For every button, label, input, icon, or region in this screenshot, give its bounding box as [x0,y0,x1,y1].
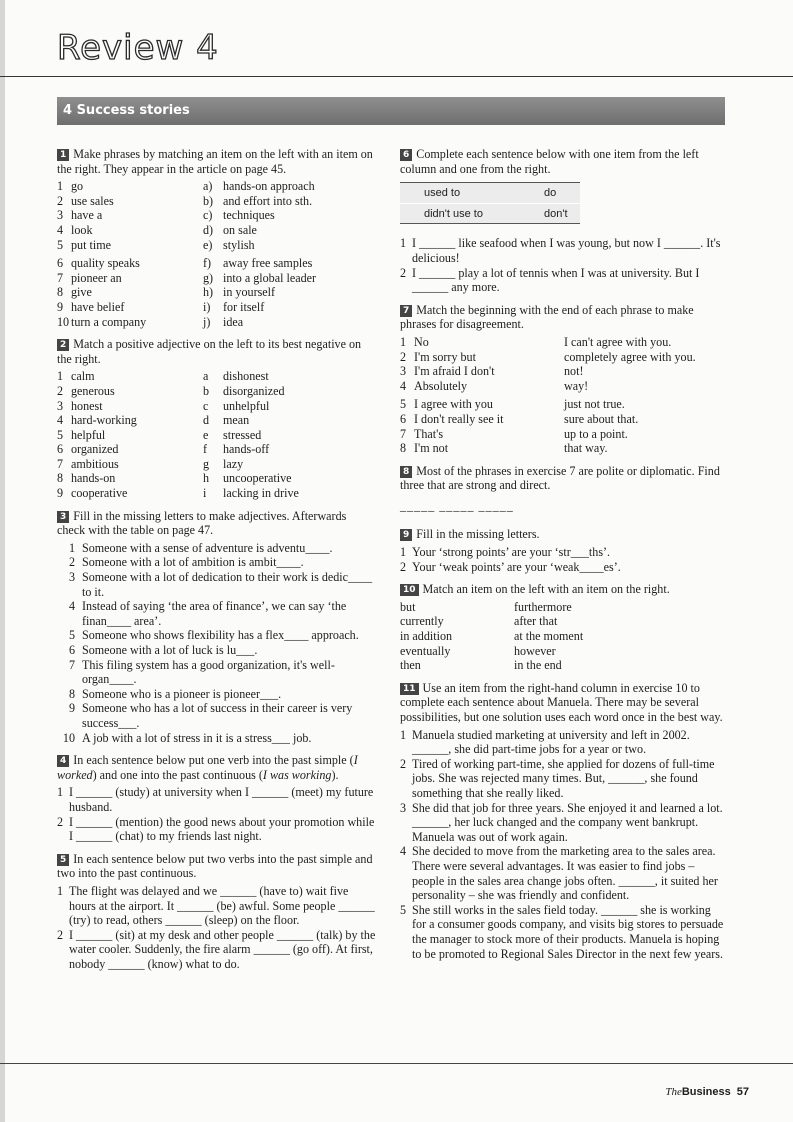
item-number: 6 [57,256,64,271]
footer-brand-prefix: The [665,1086,682,1098]
question-item [57,541,377,556]
page-edge-shadow [0,0,5,1122]
exercise-8 [400,464,725,514]
question-text: Tired of working part-time, she applied for dozens of full-time jobs. She was rejected many times. But, ______, she found something that she really liked. [412,756,715,800]
table-row [400,183,580,203]
option-letter: b) [203,193,214,208]
item-number: 10 [57,314,70,329]
question-number: 2 [400,265,407,280]
right-item: up to a point. [564,426,628,441]
question-number: 2 [57,814,64,829]
exercise-number: 10 [400,584,419,596]
exercise-instruction: Most of the phrases in exercise 7 are polite or diplomatic. Find three that are strong and direct. [400,463,720,493]
question-list [400,236,725,294]
left-item: have a [71,208,103,223]
footer-brand: Business [681,1086,731,1098]
exercise-number: 11 [400,683,419,695]
exercise-number: 9 [400,529,412,541]
left-item: put time [71,237,111,252]
question-text: She still works in the sales field today. ______ she is working for a consumer goods company, and visits big stores to persuade the manager to stock more of their products. Manuela is hoping to be promoted to Regional Sales Director in the next few years. [412,902,724,961]
match-list [400,397,725,455]
left-item: then [400,658,421,673]
question-list [400,728,725,962]
left-item: organized [71,442,119,457]
left-item: in addition [400,629,453,644]
left-item: I'm afraid I don't [414,364,495,379]
question-item [57,658,377,687]
match-row [400,600,725,615]
table-row [400,203,580,224]
option-letter: c [203,398,209,413]
exercise-instruction: Fill in the missing letters. [416,527,540,542]
item-number: 5 [400,397,407,412]
match-row [57,442,377,457]
header-rule [0,76,793,77]
option-letter: a [203,369,209,384]
exercise-10 [400,582,725,673]
right-item: after that [514,614,558,629]
match-list [400,335,725,393]
match-row [57,471,377,486]
question-number: 2 [68,555,75,570]
left-item: No [414,334,429,349]
question-text: A job with a lot of stress in it is a stress___ job. [82,730,312,745]
left-item: generous [71,383,115,398]
item-number: 1 [57,369,64,384]
left-item: go [71,179,84,194]
question-number: 2 [400,756,407,771]
question-item [400,728,725,757]
left-item: currently [400,614,444,629]
exercise-number: 3 [57,511,69,523]
option-letter: i) [203,299,211,314]
left-item: hard-working [71,413,137,428]
right-item: furthermore [514,599,572,614]
match-row [400,427,725,442]
question-number: 9 [68,701,75,716]
exercise-6 [400,147,725,295]
match-row [57,369,377,384]
match-list [400,600,725,673]
right-column [400,147,725,969]
right-item: dishonest [223,369,269,384]
question-number: 2 [57,927,64,942]
option-letter: e) [203,237,213,252]
question-number: 1 [68,540,75,555]
answer-blanks: _____ _____ _____ [400,498,514,513]
question-text: I ______ like seafood when I was young, but now I ______. It's delicious! [412,236,721,265]
right-item: in the end [514,658,562,673]
question-text: I ______ (sit) at my desk and other people ______ (talk) by the water cooler. Suddenly, the fire alarm ______ (go off). At first, nobody ______ (know) what to do. [69,927,376,971]
right-item: disorganized [223,383,285,398]
match-row [400,364,725,379]
question-item [400,801,725,845]
right-item: mean [223,413,250,428]
right-item: hands-on approach [223,179,315,194]
item-number: 3 [57,398,64,413]
option-letter: j) [203,314,211,329]
match-list [57,369,377,500]
question-number: 3 [68,570,75,585]
left-item: I don't really see it [414,411,504,426]
match-row [57,486,377,501]
right-item: that way. [564,441,608,456]
option-letter: a) [203,179,213,194]
question-list [400,545,725,574]
section-title: 4 Success stories [63,103,190,118]
item-number: 7 [57,270,64,285]
question-item [57,555,377,570]
question-item [57,701,377,730]
question-item [400,236,725,265]
match-row [400,658,725,673]
exercise-instruction: Match an item on the left with an item on the right. [422,582,670,597]
question-item [57,884,377,928]
exercise-9 [400,527,725,574]
right-item: in yourself [223,285,276,300]
option-letter: h) [203,285,214,300]
exercise-number: 4 [57,755,69,767]
question-text: She did that job for three years. She enjoyed it and learned a lot. ______, her luck changed and the company went bankrupt. Manuela was out of work again. [412,800,723,844]
option-letter: d [203,413,210,428]
page-number: 57 [736,1086,749,1098]
item-number: 1 [400,334,407,349]
item-number: 1 [57,179,64,194]
left-item: honest [71,398,103,413]
left-item: eventually [400,643,451,658]
question-number: 4 [400,844,407,859]
table-cell: don't [544,207,568,220]
right-item: I can't agree with you. [564,334,672,349]
match-row [57,300,377,315]
left-item: have belief [71,299,125,314]
right-item: lacking in drive [223,486,299,501]
option-letter: b [203,383,210,398]
match-row [57,194,377,209]
question-text: I ______ play a lot of tennis when I was at university. But I ______ any more. [412,265,700,295]
right-item: sure about that. [564,411,639,426]
item-number: 4 [57,222,64,237]
match-list [57,256,377,329]
item-number: 8 [57,285,64,300]
question-item [400,545,725,560]
item-number: 2 [400,349,407,364]
match-row [57,179,377,194]
question-item [57,643,377,658]
question-number: 5 [400,902,407,917]
exercise-instruction: Complete each sentence below with one item from the left column and one from the right. [400,147,699,176]
exercise-number: 5 [57,854,69,866]
question-item [400,903,725,961]
page-title: Review 4 [57,28,219,68]
question-number: 1 [400,236,407,251]
question-text: I ______ (mention) the good news about your promotion while I ______ (chat) to my friends last night. [69,814,375,844]
left-item: I'm not [414,441,449,456]
question-text: I ______ (study) at university when I ______ (meet) my future husband. [69,785,374,814]
exercise-number: 7 [400,305,412,317]
right-item: idea [223,314,244,329]
exercise-instruction: Match the beginning with the end of each phrase to make phrases for disagreement. [400,302,694,332]
table-cell: used to [424,187,461,200]
match-row [57,384,377,399]
left-column [57,147,377,979]
exercise-instruction: Make phrases by matching an item on the left with an item on the right. They appear in the article on page 45. [57,147,373,176]
left-item: cooperative [71,486,128,501]
match-row [400,629,725,644]
left-item: use sales [71,193,114,208]
question-list [57,541,377,745]
question-text: Instead of saying ‘the area of finance’, we can say ‘the finan____ area’. [82,599,347,628]
right-item: hands-off [223,442,270,457]
right-item: not! [564,364,584,379]
match-row [400,644,725,659]
left-item: but [400,599,416,614]
question-text: Manuela studied marketing at university and left in 2002. ______, she did part-time jobs for a year or two. [412,727,690,757]
right-item: completely agree with you. [564,349,696,364]
question-number: 6 [68,643,75,657]
exercise-number: 8 [400,466,412,478]
exercise-instruction: Match a positive adjective on the left to its best negative on the right. [57,337,362,366]
match-row [400,335,725,350]
question-number: 1 [400,727,407,742]
question-item [57,928,377,972]
question-number: 1 [57,785,64,800]
item-number: 3 [400,364,407,379]
match-row [57,457,377,472]
question-item [400,757,725,801]
question-item [57,731,377,746]
question-number: 10 [62,730,75,745]
exercise-7 [400,303,725,456]
right-item: however [514,643,556,658]
match-row [57,223,377,238]
match-row [400,441,725,456]
question-text: Someone who is a pioneer is pioneer___. [82,686,282,701]
exercise-instruction: Fill in the missing letters to make adjectives. Afterwards check with the table on page 47. [57,508,347,538]
question-text: The flight was delayed and we ______ (have to) wait five hours at the airport. It ______ (be) awful. Some people ______ (try) to read, others ______ (sleep) on the floor. [69,883,375,928]
right-item: away free samples [223,256,313,271]
match-row [57,256,377,271]
item-number: 6 [57,442,64,457]
item-number: 7 [400,426,407,441]
question-number: 4 [68,599,75,614]
right-item: unhelpful [223,398,270,413]
table-cell: do [544,187,557,200]
question-text: Someone with a lot of ambition is ambit____. [82,555,304,570]
match-row [57,271,377,286]
option-letter: g) [203,270,214,285]
question-item [57,570,377,599]
item-number: 5 [57,427,64,442]
item-number: 2 [57,193,64,208]
question-list [57,884,377,972]
exercise-instruction: Use an item from the right-hand column in exercise 10 to complete each sentence about Manuela. There may be several possibilities, but one solution uses each word once in the best way. [400,680,723,724]
exercise-2 [57,337,377,501]
left-item: I'm sorry but [414,349,476,364]
item-number: 3 [57,208,64,223]
left-item: turn a company [71,314,147,329]
question-text: This filing system has a good organization, it's well-organ____. [82,657,335,687]
match-row [400,379,725,394]
item-number: 8 [57,471,64,486]
question-text: Your ‘weak points’ are your ‘weak____es’. [412,559,621,574]
exercise-3 [57,509,377,746]
item-number: 6 [400,411,407,426]
exercise-number: 2 [57,339,69,351]
table-cell: didn't use to [424,207,483,220]
option-letter: e [203,427,209,442]
match-row [57,285,377,300]
match-row [400,350,725,365]
match-list [57,179,377,252]
left-item: quality speaks [71,256,140,271]
right-item: uncooperative [223,471,292,486]
item-number: 4 [57,413,64,428]
match-row [57,208,377,223]
left-item: hands-on [71,471,116,486]
exercise-instruction: In each sentence below put two verbs into the past simple and two into the past continuous. [57,851,373,881]
section-banner [57,97,725,125]
item-number: 7 [57,456,64,471]
question-text: Someone who has a lot of success in their career is very success___. [82,701,353,730]
question-text: Someone with a lot of dedication to their work is dedic____ to it. [82,570,373,599]
right-item: on sale [223,222,257,237]
option-letter: c) [203,208,213,223]
question-item [57,687,377,702]
exercise-5 [57,852,377,972]
question-number: 1 [57,883,64,898]
question-number: 8 [68,686,75,701]
left-item: pioneer an [71,270,122,285]
option-letter: g [203,456,210,471]
page-footer [665,1085,749,1100]
right-item: techniques [223,208,275,223]
match-row [57,399,377,414]
left-item: I agree with you [414,397,493,412]
exercise-number: 1 [57,149,69,161]
left-item: ambitious [71,456,119,471]
question-item [57,628,377,643]
question-item [400,844,725,902]
right-item: into a global leader [223,270,317,285]
match-row [400,614,725,629]
item-number: 9 [57,486,64,501]
question-item [57,599,377,628]
question-number: 3 [400,800,407,815]
left-item: That's [414,426,444,441]
right-item: stressed [223,427,262,442]
footer-rule [0,1063,793,1064]
right-item: at the moment [514,629,584,644]
question-text: Your ‘strong points’ are your ‘str___ths’. [412,545,611,560]
match-row [57,428,377,443]
exercise-11 [400,681,725,961]
question-item [400,560,725,575]
item-number: 4 [400,378,407,393]
match-row [57,238,377,253]
option-letter: h [203,471,210,486]
exercise-4: 4 In each sentence below put one verb into the past simple (I worked) and one into the past continuous (I was working). 1 I ______ (study) at university when I ______ (meet) my future husband. 2 I ______ (mention) the good news about your promotion while I ______ (chat) to my friends last night. [57,753,377,844]
question-text: Someone with a sense of adventure is adventu____. [82,540,333,555]
match-row [400,397,725,412]
word-table [400,182,580,224]
option-letter: i [203,486,207,501]
question-number: 5 [68,628,75,643]
option-letter: d) [203,222,214,237]
left-item: calm [71,369,95,384]
question-item [57,815,377,844]
question-item [57,785,377,814]
match-row [57,315,377,330]
question-number: 1 [400,545,407,560]
question-list [57,785,377,843]
right-item: stylish [223,237,255,252]
item-number: 9 [57,299,64,314]
right-item: for itself [223,299,265,314]
right-item: way! [564,378,589,393]
right-item: just not true. [564,397,625,412]
exercise-number: 6 [400,149,412,161]
match-row [400,412,725,427]
item-number: 8 [400,441,407,456]
match-row [57,413,377,428]
question-number: 7 [68,657,75,672]
option-letter: f [203,442,208,457]
option-letter: f) [203,256,212,271]
exercise-1 [57,147,377,329]
question-item [400,266,725,295]
right-item: and effort into sth. [223,193,313,208]
item-number: 5 [57,237,64,252]
left-item: helpful [71,427,106,442]
left-item: look [71,222,93,237]
item-number: 2 [57,383,64,398]
left-item: Absolutely [414,378,468,393]
question-text: Someone who shows flexibility has a flex____ approach. [82,628,359,643]
left-item: give [71,285,92,300]
question-text: She decided to move from the marketing area to the sales area. There were several advantages. It was easier to find jobs – people in the sales area change jobs often. ______, it suited her personality – she was friendly and confident. [412,844,718,903]
question-number: 2 [400,559,407,574]
right-item: lazy [223,456,244,471]
question-text: Someone with a lot of luck is lu___. [82,643,258,657]
